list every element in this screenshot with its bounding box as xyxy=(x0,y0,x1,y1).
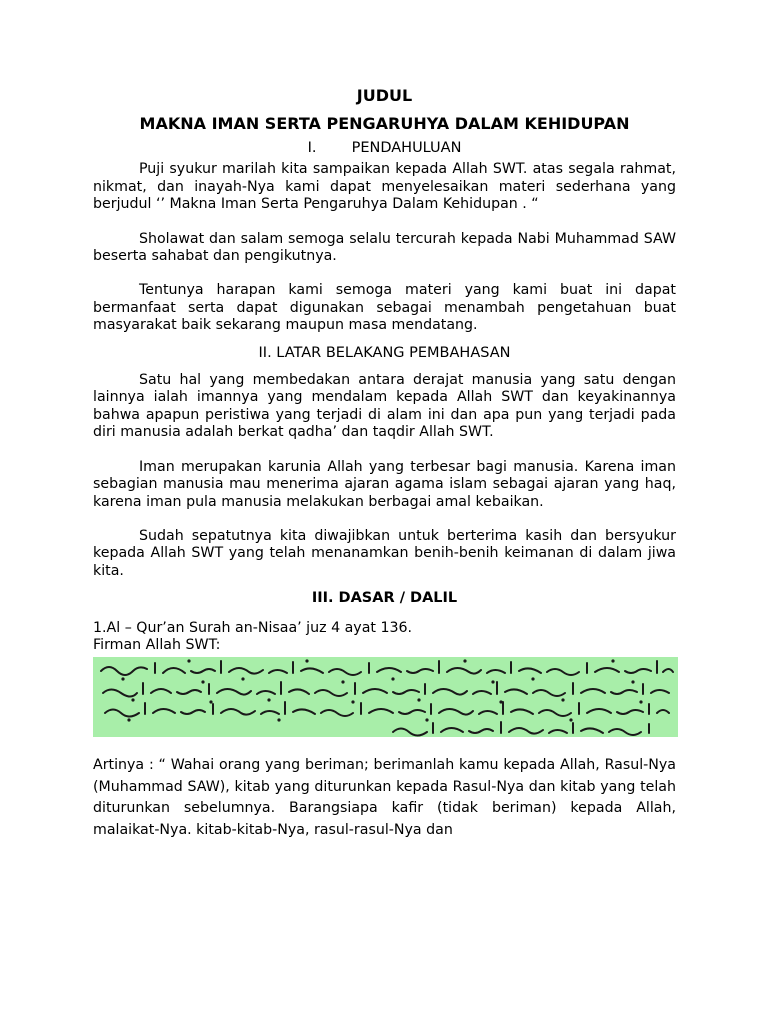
arabic-calligraphy-icon xyxy=(93,657,678,737)
paragraph: Sholawat dan salam semoga selalu tercurah kepada Nabi Muhammad SAW beserta sahabat dan pengikutnya. xyxy=(93,230,676,265)
paragraph: Iman merupakan karunia Allah yang terbesar bagi manusia. Karena iman sebagian manusia mau menerima ajaran agama islam sebagai ajaran yang haq, karena iman pula manusia melakukan berbagai amal kebaikan. xyxy=(93,458,676,510)
judul-heading: JUDUL xyxy=(356,86,413,105)
firman-label: Firman Allah SWT: xyxy=(93,636,221,653)
arabic-verse-image xyxy=(93,657,678,737)
document-title: MAKNA IMAN SERTA PENGARUHYA DALAM KEHIDUPAN xyxy=(139,114,630,133)
section-2-heading: II. LATAR BELAKANG PEMBAHASAN xyxy=(258,344,511,361)
section-1-title: PENDAHULUAN xyxy=(351,140,462,156)
document-page xyxy=(93,86,676,841)
artinya-translation: Artinya : “ Wahai orang yang beriman; berimanlah kamu kepada Allah, Rasul-Nya (Muhammad SAW), kitab yang diturunkan kepada Rasul-Nya dan kitab yang telah diturunkan sebelumnya. Barangsiapa kafir (tidak beriman) kepada Allah, malaikat-Nya. kitab-kitab-Nya, rasul-rasul-Nya dan xyxy=(93,757,676,838)
section-1-heading xyxy=(93,140,676,157)
section-3-heading: III. DASAR / DALIL xyxy=(311,590,458,607)
section-1-number: I. xyxy=(307,140,317,156)
quran-source: 1.Al – Qur’an Surah an-Nisaa’ juz 4 ayat 136. xyxy=(93,619,413,636)
paragraph: Tentunya harapan kami semoga materi yang kami buat ini dapat bermanfaat serta dapat digunakan sebagai menambah pengetahuan buat masyarakat baik sekarang maupun masa mendatang. xyxy=(93,282,676,334)
paragraph: Puji syukur marilah kita sampaikan kepada Allah SWT. atas segala rahmat, nikmat, dan inayah-Nya kami dapat menyelesaikan materi sederhana yang berjudul ‘’ Makna Iman Serta Pengaruhya Dalam Kehidupan . “ xyxy=(93,161,676,213)
paragraph: Sudah sepatutnya kita diwajibkan untuk berterima kasih dan bersyukur kepada Allah SWT yang telah menanamkan benih-benih keimanan di dalam jiwa kita. xyxy=(93,527,676,579)
paragraph: Satu hal yang membedakan antara derajat manusia yang satu dengan lainnya ialah imannya yang mendalam kepada Allah SWT dan keyakinannya bahwa apapun peristiwa yang terjadi di alam ini dan apa pun yang terjadi pada diri manusia adalah berkat qadha’ dan taqdir Allah SWT. xyxy=(93,372,676,441)
